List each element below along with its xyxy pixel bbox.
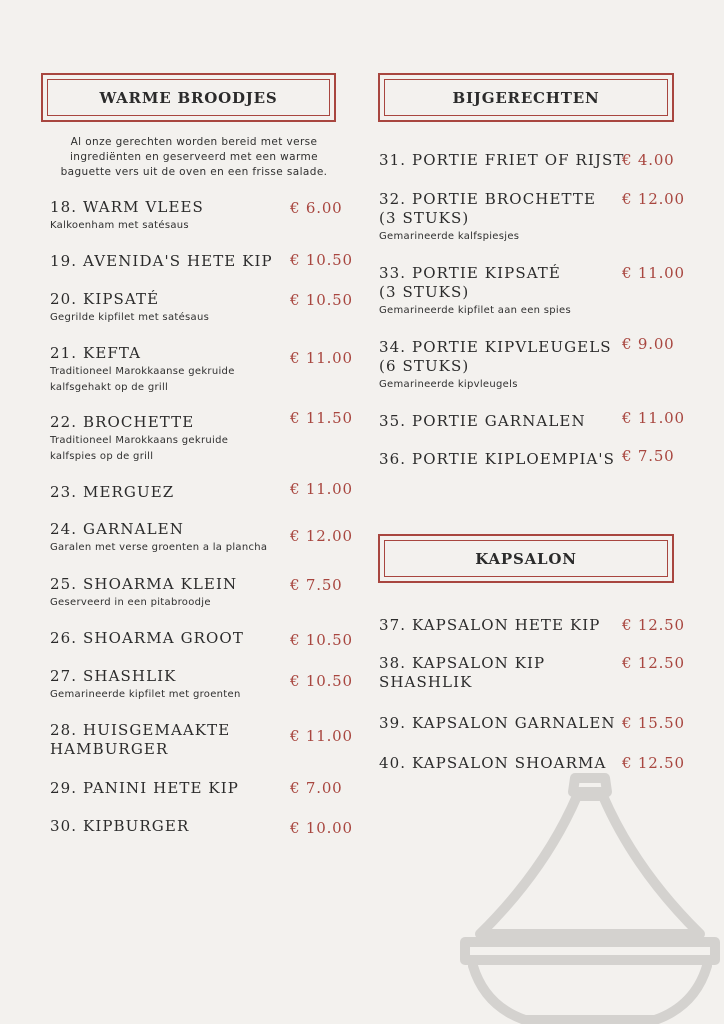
warme-broodjes-title: WARME BROODJES: [99, 88, 278, 107]
menu-item-40: [379, 754, 629, 773]
tajine-lid-icon: [480, 796, 700, 934]
item-price: € 10.50: [290, 631, 353, 649]
item-name: 40. KAPSALON SHOARMA: [379, 754, 607, 772]
item-price: € 12.50: [622, 654, 685, 672]
item-price: € 6.00: [290, 199, 343, 217]
item-price: € 12.00: [290, 527, 353, 545]
item-price: € 10.50: [290, 291, 353, 309]
item-price: € 15.50: [622, 714, 685, 732]
menu-item-36: [379, 450, 629, 469]
item-price: € 12.50: [622, 754, 685, 772]
tajine-base-icon: [473, 966, 707, 1020]
item-desc: Gemarineerde kipvleugels: [379, 379, 518, 390]
item-price: € 11.00: [290, 349, 353, 367]
item-price: € 12.50: [622, 616, 685, 634]
menu-item-39: [379, 714, 629, 733]
menu-item-26: [50, 629, 290, 648]
item-name: 30. KIPBURGER: [50, 817, 190, 835]
item-price: € 4.00: [622, 151, 675, 169]
bijgerechten-title: BIJGERECHTEN: [452, 88, 600, 107]
item-name: 24. GARNALEN: [50, 520, 184, 538]
intro-text: Al onze gerechten worden bereid met verse ingrediënten en geserveerd met een warme baguette vers uit de oven en een frisse salade.: [60, 136, 328, 178]
tajine-illustration: [455, 770, 724, 1024]
menu-item-32: [379, 190, 617, 245]
item-name: 36. PORTIE KIPLOEMPIA'S: [379, 450, 616, 468]
item-desc: Gemarineerde kalfspiesjes: [379, 231, 520, 242]
item-price: € 9.00: [622, 335, 675, 353]
item-price: € 7.00: [290, 779, 343, 797]
menu-item-29: [50, 779, 286, 798]
item-name: 28. HUISGEMAAKTE HAMBURGER: [50, 721, 231, 758]
item-price: € 12.00: [622, 190, 685, 208]
item-name: 38. KAPSALON KIP SHASHLIK: [379, 654, 546, 691]
menu-item-38: [379, 654, 579, 692]
item-price: € 11.00: [622, 264, 685, 282]
item-desc: Traditioneel Marokkaanse gekruide kalfsgehakt op de grill: [50, 366, 235, 393]
item-desc: Gegrilde kipfilet met satésaus: [50, 312, 210, 323]
item-name: 22. BROCHETTE: [50, 413, 195, 431]
menu-item-28: [50, 721, 270, 759]
item-price: € 10.50: [290, 672, 353, 690]
item-name: 26. SHOARMA GROOT: [50, 629, 244, 647]
item-name: 19. AVENIDA'S HETE KIP: [50, 252, 273, 270]
menu-item-19: [50, 252, 290, 271]
menu-item-33: [379, 264, 579, 319]
menu-item-21: [50, 344, 278, 396]
item-price: € 7.50: [290, 576, 343, 594]
item-desc: Kalkoenham met satésaus: [50, 220, 189, 231]
item-name: 29. PANINI HETE KIP: [50, 779, 239, 797]
item-desc: Gemarineerde kipfilet met groenten: [50, 689, 241, 700]
item-name: 21. KEFTA: [50, 344, 142, 362]
menu-item-30: [50, 817, 282, 836]
item-name: 20. KIPSATÉ: [50, 290, 160, 308]
menu-item-23: [50, 483, 282, 502]
item-price: € 10.50: [290, 251, 353, 269]
menu-item-22: [50, 413, 278, 465]
item-price: € 11.00: [290, 727, 353, 745]
item-price: € 11.00: [622, 409, 685, 427]
item-name: 23. MERGUEZ: [50, 483, 175, 501]
kapsalon-title: KAPSALON: [475, 549, 577, 568]
item-price: € 10.00: [290, 819, 353, 837]
item-name: 25. SHOARMA KLEIN: [50, 575, 238, 593]
menu-item-35: [379, 412, 617, 431]
item-price: € 11.00: [290, 480, 353, 498]
item-desc: Gemarineerde kipfilet aan een spies: [379, 305, 571, 316]
item-desc: Geserveerd in een pitabroodje: [50, 597, 211, 608]
bijgerechten-header: [378, 73, 674, 122]
item-desc: Traditioneel Marokkaans gekruide kalfspies op de grill: [50, 435, 229, 462]
tajine-rim-icon: [465, 942, 715, 960]
menu-item-20: [50, 290, 282, 326]
warme-broodjes-header: [41, 73, 336, 122]
menu-item-18: [50, 198, 282, 234]
item-name: 32. PORTIE BROCHETTE (3 STUKS): [379, 190, 597, 227]
item-name: 39. KAPSALON GARNALEN: [379, 714, 616, 732]
menu-item-24: [50, 520, 286, 556]
tajine-knob-icon: [573, 778, 607, 792]
item-name: 33. PORTIE KIPSATÉ (3 STUKS): [379, 264, 561, 301]
item-desc: Garalen met verse groenten a la plancha: [50, 542, 268, 553]
item-name: 34. PORTIE KIPVLEUGELS (6 STUKS): [379, 338, 612, 375]
kapsalon-header: [378, 534, 674, 583]
menu-item-27: [50, 667, 286, 703]
item-name: 37. KAPSALON HETE KIP: [379, 616, 601, 634]
item-price: € 11.50: [290, 409, 353, 427]
menu-item-25: [50, 575, 286, 611]
item-name: 27. SHASHLIK: [50, 667, 177, 685]
item-price: € 7.50: [622, 447, 675, 465]
item-name: 18. WARM VLEES: [50, 198, 204, 216]
item-name: 35. PORTIE GARNALEN: [379, 412, 586, 430]
menu-item-34: [379, 338, 627, 393]
menu-item-31: [379, 151, 629, 170]
item-name: 31. PORTIE FRIET OF RIJST: [379, 151, 625, 169]
menu-item-37: [379, 616, 617, 635]
